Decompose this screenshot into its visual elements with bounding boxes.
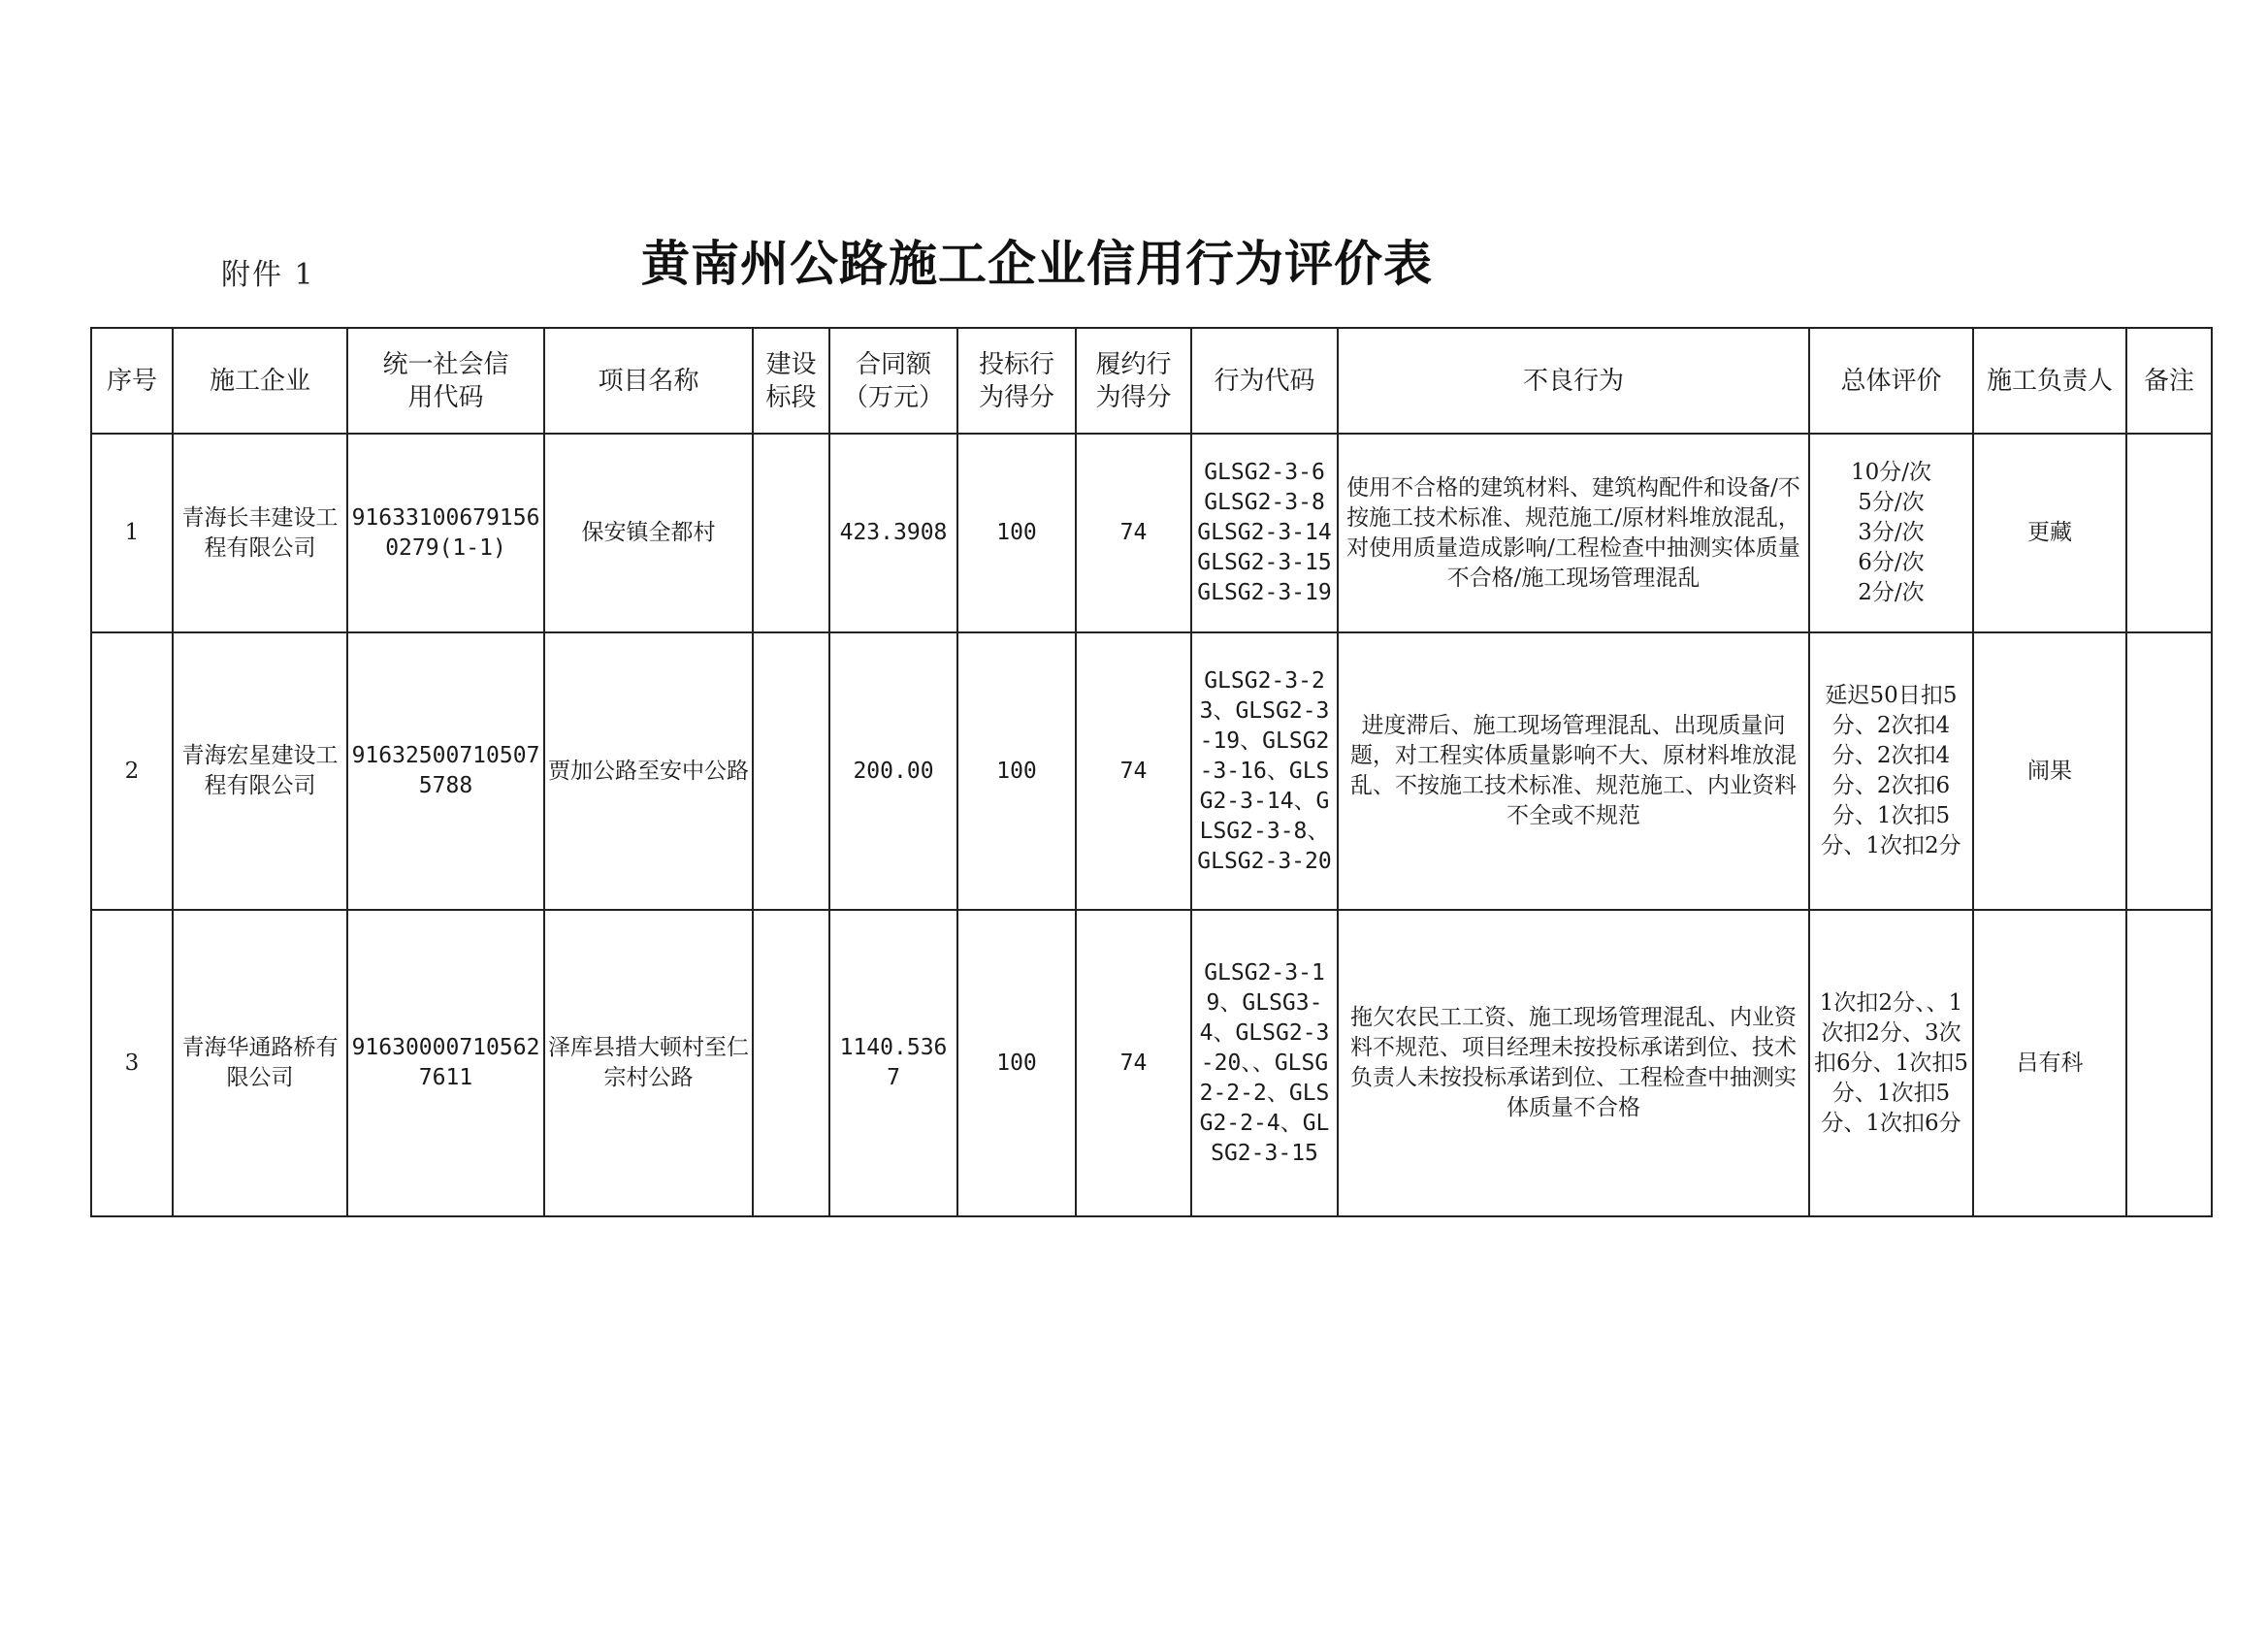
table-row (91, 910, 2212, 1216)
cell-credit-code: 916300007105627611 (347, 910, 544, 1216)
evaluation-line: 6分/次 (1858, 550, 1925, 575)
cell-remark (2126, 910, 2212, 1216)
cell-company: 青海宏星建设工程有限公司 (173, 632, 347, 910)
cell-manager: 吕有科 (1973, 910, 2126, 1216)
cell-remark (2126, 632, 2212, 910)
col-header-contract (829, 328, 957, 434)
evaluation-line: 10分/次 (1850, 460, 1931, 485)
cell-company: 青海华通路桥有限公司 (173, 910, 347, 1216)
col-header-remark: 备注 (2126, 328, 2212, 434)
cell-perform-score: 74 (1076, 910, 1191, 1216)
col-header-bad-behavior: 不良行为 (1338, 328, 1809, 434)
cell-project: 泽库县措大顿村至仁宗村公路 (544, 910, 753, 1216)
evaluation-line: 5分/次 (1858, 490, 1925, 515)
cell-evaluation: 1次扣2分、、1次扣2分、3次扣6分、1次扣5分、1次扣5分、1次扣6分 (1809, 910, 1973, 1216)
cell-perform-score: 74 (1076, 632, 1191, 910)
cell-remark (2126, 434, 2212, 632)
cell-credit-code: 916325007105075788 (347, 632, 544, 910)
col-header-company: 施工企业 (173, 328, 347, 434)
col-header-perform-score-text: 履约行为得分 (1095, 349, 1172, 412)
col-header-section-text: 建设标段 (765, 349, 817, 412)
evaluation-line: 3分/次 (1858, 520, 1925, 545)
col-header-perform-score (1076, 328, 1191, 434)
behavior-code: GLSG2-3-19 (1197, 580, 1332, 605)
col-header-credit-code (347, 328, 544, 434)
col-header-manager: 施工负责人 (1973, 328, 2126, 434)
behavior-code: GLSG2-3-14 (1197, 520, 1332, 545)
cell-section (753, 910, 829, 1216)
cell-no: 3 (91, 910, 173, 1216)
table-row (91, 434, 2212, 632)
credit-evaluation-table (90, 327, 2213, 1217)
cell-behavior-codes: GLSG2-3-23、GLSG2-3-19、GLSG2-3-16、GLSG2-3-14、GLSG2-3-8、GLSG2-3-20 (1191, 632, 1338, 910)
col-header-behavior-code: 行为代码 (1191, 328, 1338, 434)
header-row (91, 328, 2212, 434)
table-row (91, 632, 2212, 910)
behavior-code: GLSG2-3-8 (1204, 490, 1325, 515)
cell-bad-behavior: 进度滞后、施工现场管理混乱、出现质量问题，对工程实体质量影响不大、原材料堆放混乱、不按施工技术标准、规范施工、内业资料不全或不规范 (1338, 632, 1809, 910)
cell-bid-score: 100 (957, 910, 1076, 1216)
cell-evaluation (1809, 434, 1973, 632)
document-title (0, 225, 2268, 295)
cell-bad-behavior: 拖欠农民工工资、施工现场管理混乱、内业资料不规范、项目经理未按投标承诺到位、技术负责人未按投标承诺到位、工程检查中抽测实体质量不合格 (1338, 910, 1809, 1216)
cell-project: 贾加公路至安中公路 (544, 632, 753, 910)
cell-bid-score: 100 (957, 632, 1076, 910)
cell-behavior-codes: GLSG2-3-19、GLSG3-4、GLSG2-3-20、、GLSG2-2-2、GLSG2-2-4、GLSG2-3-15 (1191, 910, 1338, 1216)
cell-bid-score: 100 (957, 434, 1076, 632)
cell-contract: 1140.5367 (829, 910, 957, 1216)
cell-section (753, 632, 829, 910)
col-header-project: 项目名称 (544, 328, 753, 434)
col-header-evaluation: 总体评价 (1809, 328, 1973, 434)
cell-evaluation: 延迟50日扣5分、2次扣4分、2次扣4分、2次扣6分、1次扣5分、1次扣2分 (1809, 632, 1973, 910)
col-header-bid-score (957, 328, 1076, 434)
cell-behavior-codes (1191, 434, 1338, 632)
cell-manager: 闹果 (1973, 632, 2126, 910)
cell-contract: 423.3908 (829, 434, 957, 632)
cell-bad-behavior: 使用不合格的建筑材料、建筑构配件和设备/不按施工技术标准、规范施工/原材料堆放混乱，对使用质量造成影响/工程检查中抽测实体质量不合格/施工现场管理混乱 (1338, 434, 1809, 632)
cell-company: 青海长丰建设工程有限公司 (173, 434, 347, 632)
col-header-bid-score-text: 投标行为得分 (978, 349, 1054, 412)
evaluation-line: 2分/次 (1858, 580, 1925, 605)
behavior-code: GLSG2-3-15 (1197, 550, 1332, 575)
cell-credit-code: 916331006791560279(1-1) (347, 434, 544, 632)
cell-no: 2 (91, 632, 173, 910)
behavior-code: GLSG2-3-6 (1204, 460, 1325, 485)
col-header-credit-code-text: 统一社会信用代码 (382, 349, 509, 412)
document-title-text: 黄南州公路施工企业信用行为评价表 (641, 236, 1433, 292)
cell-no: 1 (91, 434, 173, 632)
col-header-section (753, 328, 829, 434)
cell-section (753, 434, 829, 632)
col-header-no: 序号 (91, 328, 173, 434)
attachment-label: 附件 1 (221, 258, 315, 292)
cell-contract: 200.00 (829, 632, 957, 910)
cell-perform-score: 74 (1076, 434, 1191, 632)
col-header-contract-text: 合同额（万元） (842, 349, 944, 412)
cell-manager: 更藏 (1973, 434, 2126, 632)
cell-project: 保安镇全都村 (544, 434, 753, 632)
